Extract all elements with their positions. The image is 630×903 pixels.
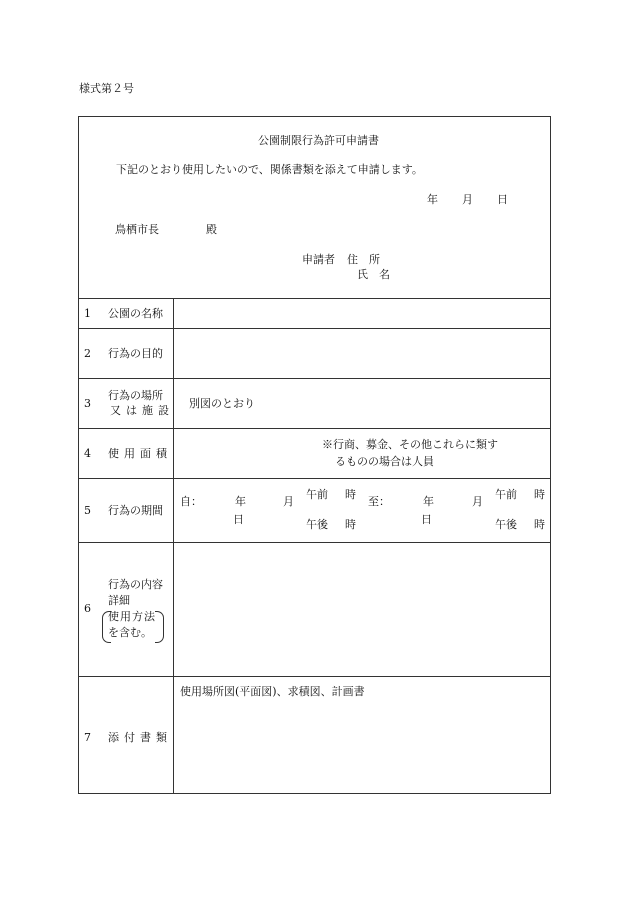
row-divider xyxy=(78,542,551,543)
period-to-am-hour: 時 xyxy=(534,488,545,501)
period-to-month: 月 xyxy=(472,495,483,508)
row-divider xyxy=(78,428,551,429)
row-divider xyxy=(78,676,551,677)
date-day: 日 xyxy=(497,193,508,206)
period-from-label: 自： xyxy=(180,495,202,508)
period-from-am: 午前 xyxy=(306,488,328,501)
date-year: 年 xyxy=(427,193,438,206)
address-label: 住 所 xyxy=(347,253,380,266)
attachments-label: 添付書類 xyxy=(108,731,172,744)
row-number: 7 xyxy=(84,731,91,744)
content-label-line1: 行為の内容 xyxy=(108,578,163,591)
row-number: 2 xyxy=(84,347,91,360)
addressee: 鳥栖市長 xyxy=(115,223,159,236)
honorific: 殿 xyxy=(206,223,217,236)
row-number: 1 xyxy=(84,307,91,320)
row-number: 4 xyxy=(84,447,91,460)
period-from-day: 日 xyxy=(233,513,244,526)
park-name-label: 公園の名称 xyxy=(108,307,163,320)
period-to-pm: 午後 xyxy=(495,518,517,531)
location-label-line1: 行為の場所 xyxy=(108,389,163,402)
row-number: 3 xyxy=(84,397,91,410)
row-divider xyxy=(78,298,551,299)
period-to-am: 午前 xyxy=(495,488,517,501)
content-label-line3: 使用方法 xyxy=(108,610,156,623)
row-divider xyxy=(78,378,551,379)
area-note-line2: るものの場合は人員 xyxy=(335,455,434,468)
row-divider xyxy=(78,478,551,479)
applicant-label: 申請者 xyxy=(302,253,335,266)
column-divider xyxy=(173,298,174,794)
area-note-line1: ※行商、募金、その他これらに類す xyxy=(322,438,498,451)
content-label-line2: 詳細 xyxy=(108,594,130,607)
form-title: 公園制限行為許可申請書 xyxy=(258,134,379,147)
name-label: 氏 名 xyxy=(357,268,390,281)
area-label: 使用面積 xyxy=(108,447,172,460)
period-label: 行為の期間 xyxy=(108,504,163,517)
period-from-year: 年 xyxy=(235,495,246,508)
purpose-label: 行為の目的 xyxy=(108,347,163,360)
period-to-pm-hour: 時 xyxy=(534,518,545,531)
purpose-field[interactable] xyxy=(180,347,540,361)
period-from-month: 月 xyxy=(283,495,294,508)
intro-text: 下記のとおり使用したいので、関係書類を添えて申請します。 xyxy=(116,163,423,176)
date-month: 月 xyxy=(462,193,473,206)
period-from-pm: 午後 xyxy=(306,518,328,531)
form-number: 様式第２号 xyxy=(79,82,134,95)
period-from-am-hour: 時 xyxy=(345,488,356,501)
attachments-value: 使用場所図(平面図)、求積図、計画書 xyxy=(180,685,365,698)
location-label-line2: 又は施設 xyxy=(110,404,174,417)
row-number: 6 xyxy=(84,602,91,615)
period-from-pm-hour: 時 xyxy=(345,518,356,531)
period-to-day: 日 xyxy=(421,513,432,526)
park-name-field[interactable] xyxy=(180,307,540,321)
location-value: 別図のとおり xyxy=(189,397,255,410)
content-label-line4: を含む。 xyxy=(108,626,152,639)
content-field[interactable] xyxy=(180,552,540,566)
paren-right-icon xyxy=(155,611,164,643)
period-to-year: 年 xyxy=(423,495,434,508)
row-number: 5 xyxy=(84,504,91,517)
period-to-label: 至： xyxy=(368,495,390,508)
row-divider xyxy=(78,328,551,329)
